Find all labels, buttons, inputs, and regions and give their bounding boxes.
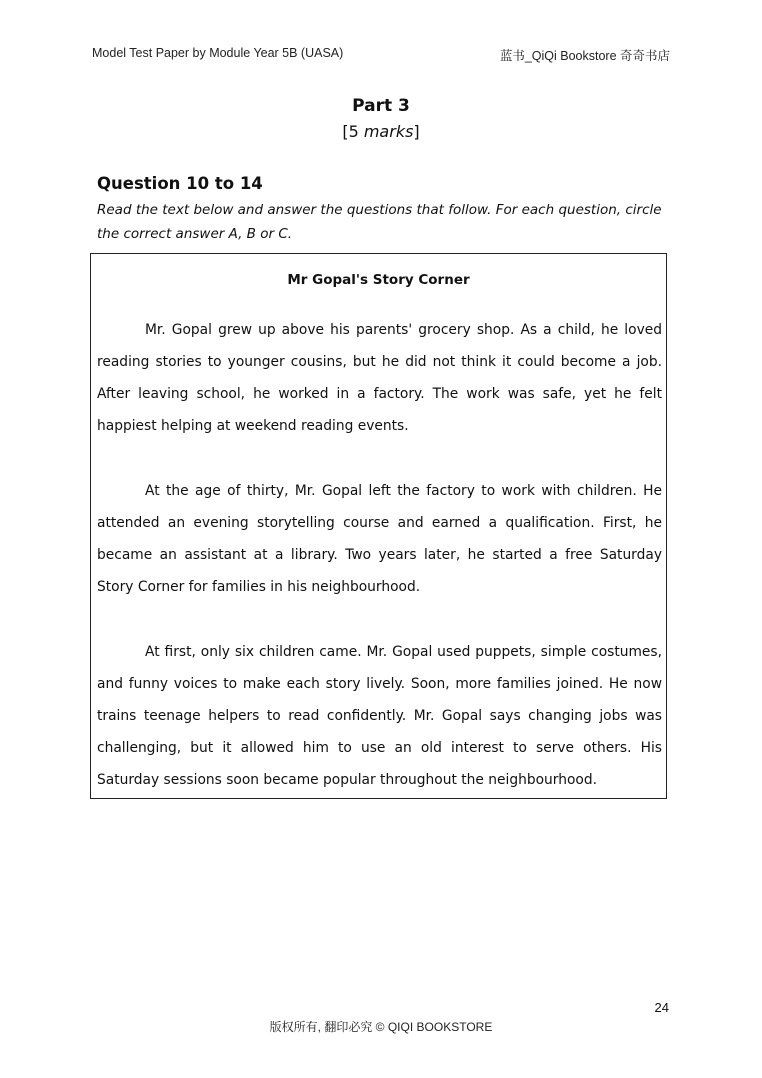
part-marks (0, 122, 762, 141)
story-paragraph-1: Mr. Gopal grew up above his parents' grocery shop. As a child, he loved reading stories to younger cousins, but he did not think it could become a job. After leaving school, he worked in a factory. The work was safe, yet he felt happiest helping at weekend reading events. (97, 322, 662, 434)
header-left: Model Test Paper by Module Year 5B (UASA) (92, 46, 344, 60)
question-instructions: Read the text below and answer the questions that follow. For each question, circle the correct answer A, B or C. (97, 202, 662, 242)
question-heading: Question 10 to 14 (97, 174, 263, 193)
story-paragraph-2: At the age of thirty, Mr. Gopal left the factory to work with children. He attended an evening storytelling course and earned a qualification. First, he became an assistant at a library. Two years later, he started a free Saturday Story Corner for families in his neighbourhood. (97, 483, 662, 595)
header-right: 蓝书_QiQi Bookstore 奇奇书店 (499, 49, 670, 63)
reading-text-box (90, 253, 667, 799)
story-paragraph-3: At first, only six children came. Mr. Gopal used puppets, simple costumes, and funny voices to make each story lively. Soon, more families joined. He now trains teenage helpers to read confidently. Mr. Gopal says changing jobs was challenging, but it allowed him to use an old interest to serve others. His Saturday sessions soon became popular throughout the neighbourhood. (97, 644, 662, 788)
story-title: Mr Gopal's Story Corner (287, 272, 470, 288)
footer-copyright: 版权所有, 翻印必究 © QIQI BOOKSTORE (269, 1020, 493, 1034)
part-title: Part 3 (352, 96, 410, 116)
marks-open: [5 (342, 122, 364, 141)
page-number: 24 (654, 1000, 669, 1015)
marks-close: ] (413, 122, 420, 141)
marks-word: marks (363, 122, 414, 141)
